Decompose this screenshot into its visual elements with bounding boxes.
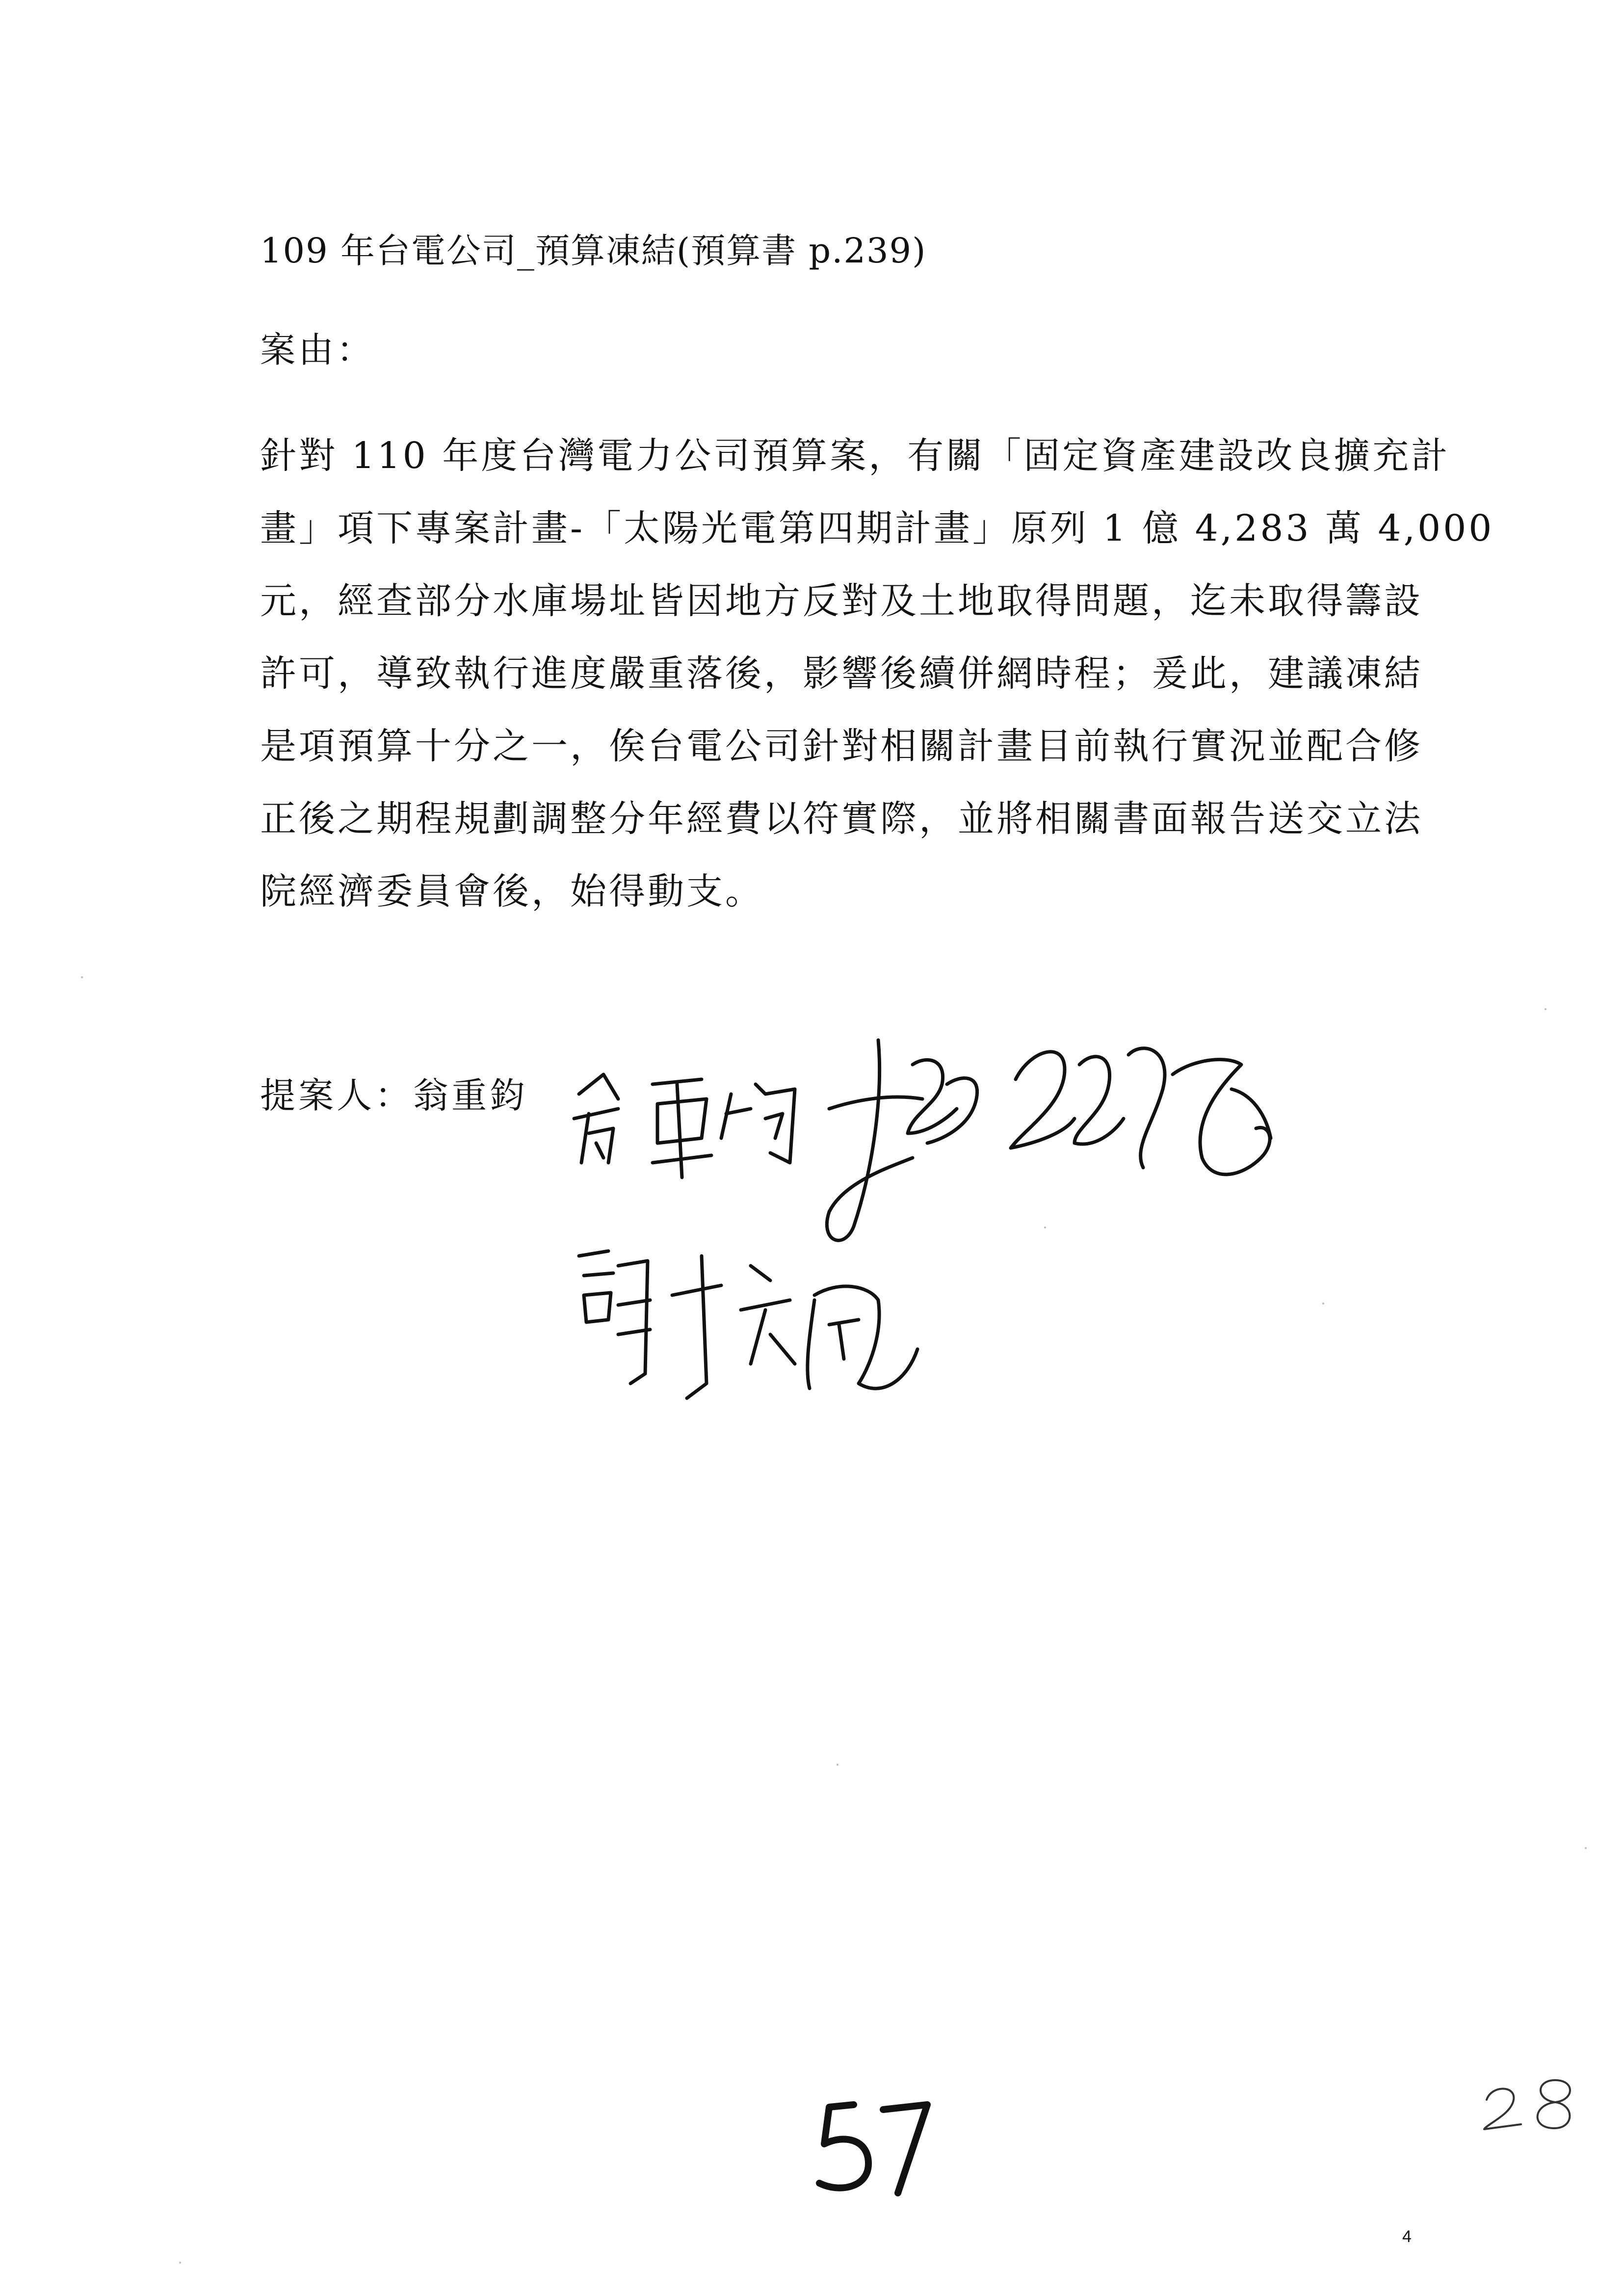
signature-hsieh bbox=[564, 1236, 947, 1433]
body-line: 畫」項下專案計畫-「太陽光電第四期計畫」原列 1 億 4,283 萬 4,000 bbox=[260, 507, 1494, 549]
page-number: 4 bbox=[1402, 2227, 1412, 2246]
scan-speck bbox=[1044, 1226, 1046, 1228]
body-line: 元，經查部分水庫場址皆因地方反對及土地取得問題，迄未取得籌設 bbox=[260, 580, 1423, 622]
scan-speck bbox=[837, 1764, 838, 1766]
body-line: 正後之期程規劃調整分年經費以符實際，並將相關書面報告送交立法 bbox=[260, 798, 1423, 840]
scan-speck bbox=[179, 2262, 181, 2264]
scan-speck bbox=[1322, 1303, 1324, 1305]
handwritten-number-57 bbox=[810, 2090, 937, 2205]
signature-tuan bbox=[800, 1020, 1330, 1256]
scan-speck bbox=[1585, 1847, 1587, 1849]
reason-body bbox=[260, 419, 1494, 928]
body-line: 院經濟委員會後，始得動支。 bbox=[260, 870, 764, 913]
proposer-line: 提案人：翁重鈞 bbox=[260, 1075, 528, 1116]
scan-speck bbox=[81, 976, 83, 978]
body-line: 許可，導致執行進度嚴重落後，影響後續併網時程；爰此，建議凍結 bbox=[260, 652, 1423, 695]
scan-speck bbox=[1545, 1008, 1546, 1010]
body-line: 針對 110 年度台灣電力公司預算案，有關「固定資產建設改良擴充計 bbox=[260, 435, 1450, 477]
body-line: 是項預算十分之一，俟台電公司針對相關計畫目前執行實況並配合修 bbox=[260, 725, 1423, 767]
document-title: 109 年台電公司_預算凍結(預算書 p.239) bbox=[260, 231, 927, 271]
reason-label: 案由： bbox=[260, 329, 375, 370]
signature-weng bbox=[559, 1065, 814, 1192]
handwritten-number-28 bbox=[1477, 2070, 1595, 2141]
